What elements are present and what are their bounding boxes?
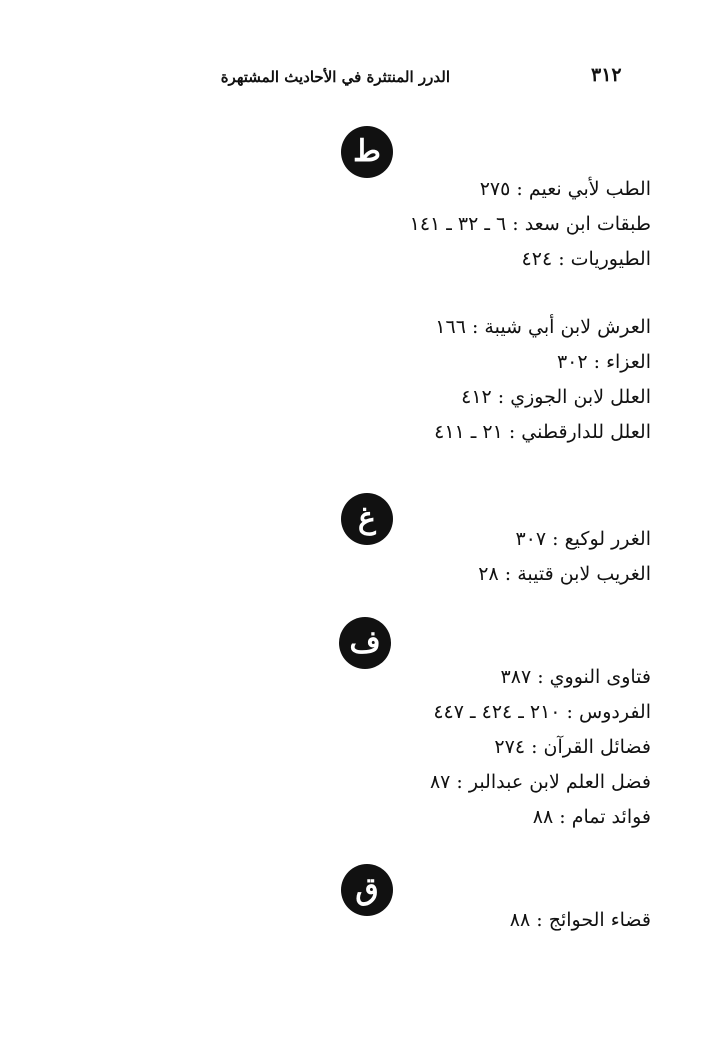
- entry-title: فضل العلم لابن عبدالبر: [468, 771, 651, 793]
- index-entry: [434, 310, 651, 345]
- entry-pages: ٦ ـ ٣٢ ـ ١٤١: [409, 213, 507, 235]
- entry-pages: ٨٨: [532, 806, 554, 828]
- entry-title: طبقات ابن سعد: [524, 213, 651, 235]
- entry-title: قضاء الحوائج: [548, 909, 651, 931]
- entry-pages: ٢٨: [478, 563, 499, 585]
- entry-pages: ١٦٦: [435, 316, 466, 338]
- entry-title: العزاء: [606, 351, 651, 373]
- entry-pages: ٨٨: [509, 909, 531, 931]
- entry-pages: ٨٧: [429, 771, 451, 793]
- index-entry-list: [434, 310, 651, 450]
- entry-title: الغرر لوكيع: [564, 528, 651, 550]
- entry-pages: ٢٧٤: [494, 736, 526, 758]
- section-letter-badge: ف: [339, 617, 391, 669]
- entry-pages: ٣٨٧: [500, 666, 532, 688]
- entry-separator: :: [450, 771, 469, 793]
- index-entry-list: [410, 172, 651, 277]
- index-entry: [478, 522, 651, 557]
- index-entry-list: [478, 522, 651, 592]
- entry-title: العلل للدارقطني: [521, 421, 651, 443]
- index-entry: [430, 660, 651, 695]
- entry-pages: ٢١٠ ـ ٤٢٤ ـ ٤٤٧: [433, 701, 561, 723]
- section-letter-badge: ق: [341, 864, 393, 916]
- index-entry-list: [430, 660, 651, 835]
- entry-separator: :: [560, 701, 579, 723]
- entry-separator: :: [546, 528, 565, 550]
- index-entry: [430, 730, 651, 765]
- index-entry: [430, 765, 651, 800]
- entry-title: فوائد تمام: [571, 806, 651, 828]
- entry-pages: ٣٠٢: [556, 351, 588, 373]
- entry-title: فضائل القرآن: [543, 736, 651, 758]
- entry-title: الطب لأبي نعيم: [528, 178, 651, 200]
- entry-title: الفردوس: [579, 701, 651, 723]
- index-entry: [410, 242, 651, 277]
- entry-separator: :: [502, 421, 522, 443]
- entry-separator: :: [510, 178, 529, 200]
- index-entry-list: [510, 903, 651, 938]
- entry-separator: :: [525, 736, 544, 758]
- entry-title: الغريب لابن قتيبة: [517, 563, 651, 585]
- entry-pages: ٣٠٧: [515, 528, 547, 550]
- section-letter-badge: غ: [341, 493, 393, 545]
- entry-pages: ٢١ ـ ٤١١: [434, 421, 503, 443]
- entry-title: العرش لابن أبي شيبة: [484, 316, 651, 338]
- index-entry: [430, 695, 651, 730]
- index-entry: [430, 800, 651, 835]
- entry-separator: :: [491, 386, 511, 408]
- running-header-title: الدرر المنتثرة في الأحاديث المشتهرة: [220, 68, 450, 86]
- entry-separator: :: [553, 806, 572, 828]
- index-entry: [510, 903, 651, 938]
- entry-title: الطيوريات: [570, 248, 651, 270]
- index-entry: [410, 172, 651, 207]
- entry-pages: ٤١٢: [461, 386, 492, 408]
- entry-pages: ٢٧٥: [479, 178, 511, 200]
- index-entry: [434, 345, 651, 380]
- page-number: ٣١٢: [591, 64, 622, 86]
- entry-separator: :: [531, 666, 550, 688]
- index-entry: [434, 415, 651, 450]
- entry-separator: :: [552, 248, 571, 270]
- entry-title: العلل لابن الجوزي: [510, 386, 651, 408]
- entry-separator: :: [465, 316, 485, 338]
- index-entry: [434, 380, 651, 415]
- entry-pages: ٤٢٤: [521, 248, 553, 270]
- entry-title: فتاوى النووي: [549, 666, 651, 688]
- entry-separator: :: [530, 909, 549, 931]
- entry-separator: :: [506, 213, 525, 235]
- entry-separator: :: [498, 563, 518, 585]
- index-entry: [478, 557, 651, 592]
- entry-separator: :: [587, 351, 607, 373]
- index-entry: [410, 207, 651, 242]
- section-letter-badge: ط: [341, 126, 393, 178]
